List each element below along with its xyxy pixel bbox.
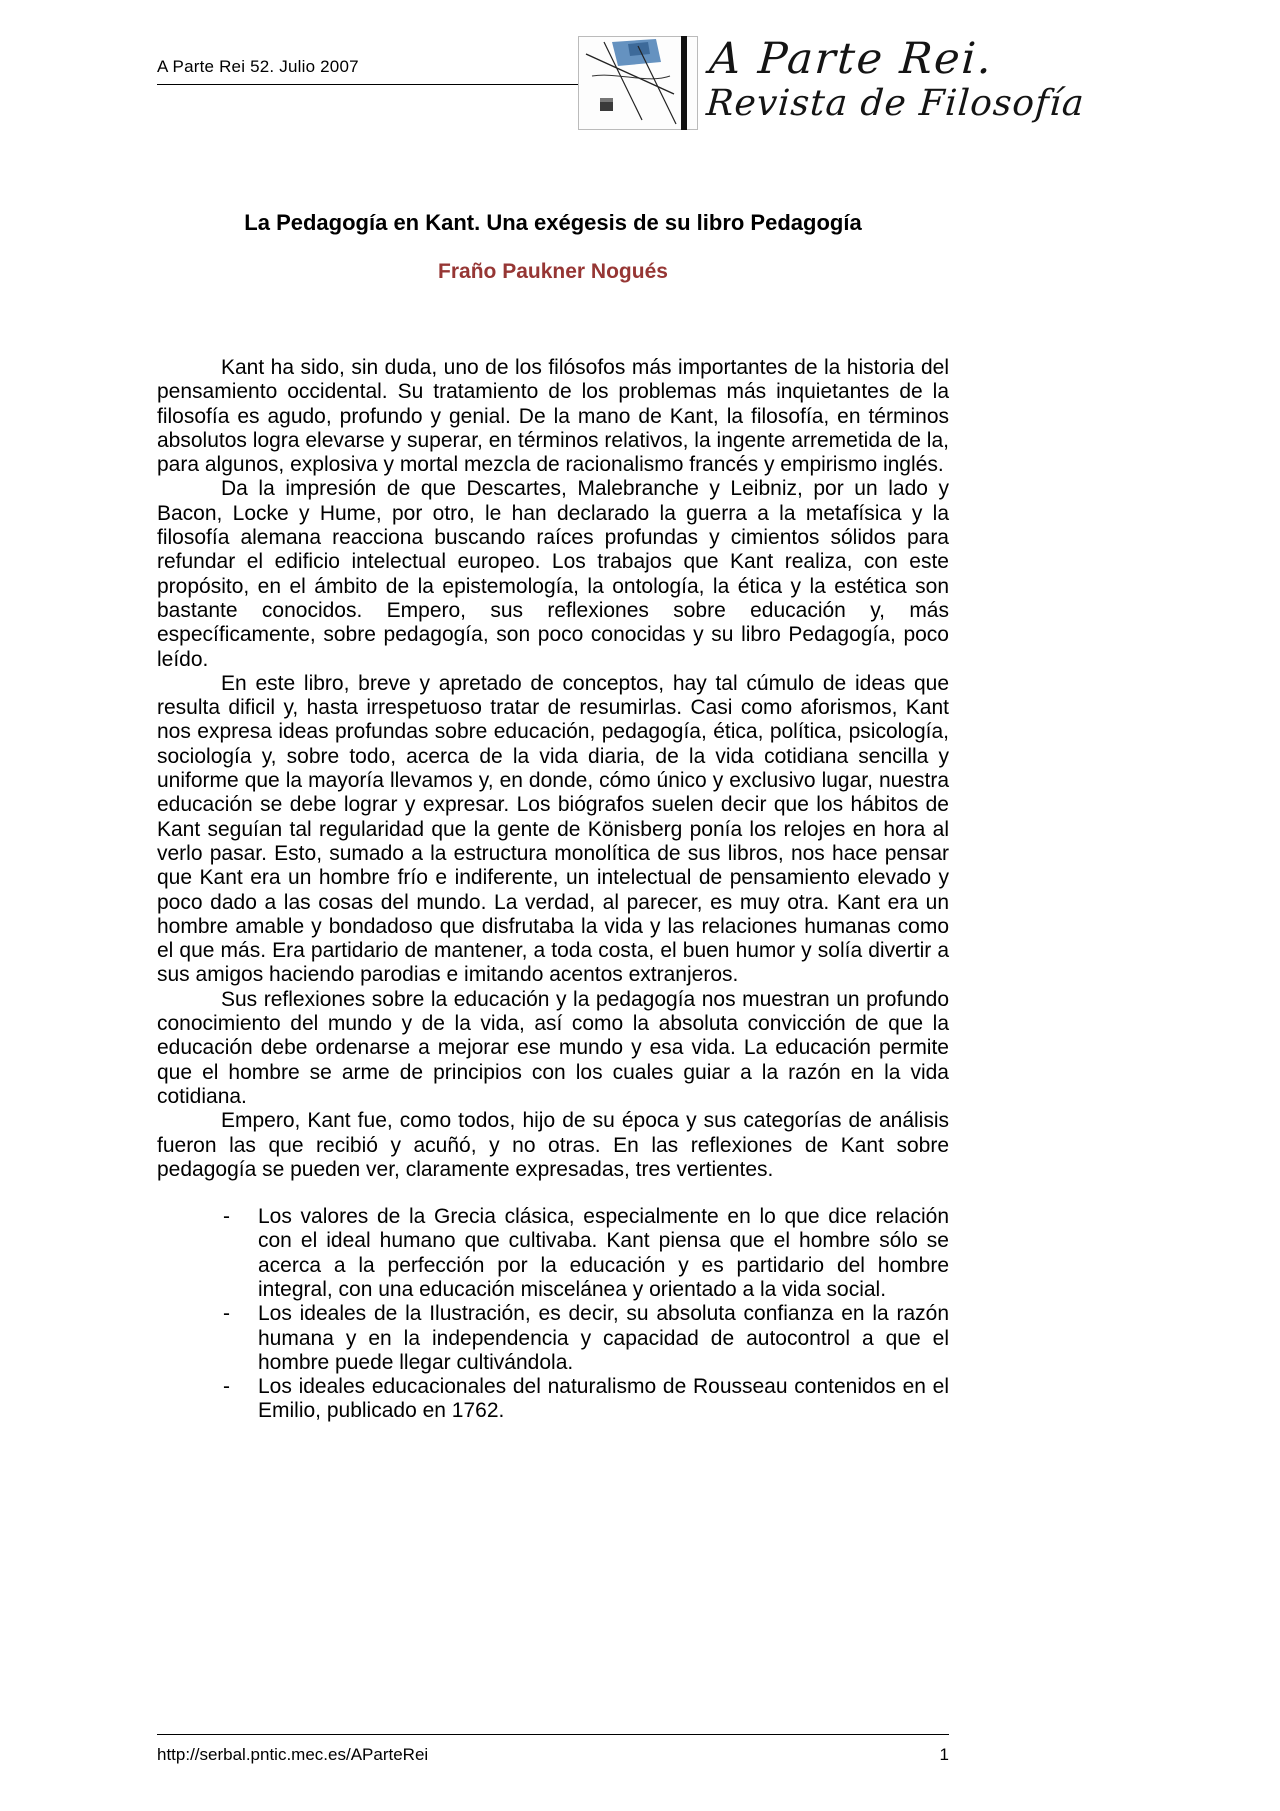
bullet-text: Los valores de la Grecia clásica, especialmente en lo que dice relación con el ideal humano que cultivaba. Kant piensa que el hombre sólo se acerca a la perfección por la educación y es partidario del hombre integral, con una educación miscelánea y orientado a la vida social. xyxy=(258,1205,949,1301)
footer xyxy=(157,1745,949,1765)
abstract-sketch-icon xyxy=(578,36,698,130)
header-issue-text: A Parte Rei 52. Julio 2007 xyxy=(157,57,578,85)
bullet-marker: - xyxy=(223,1205,230,1229)
article-title: La Pedagogía en Kant. Una exégesis de su libro Pedagogía xyxy=(244,210,862,235)
footer-url-link[interactable]: http://serbal.pntic.mec.es/AParteRei xyxy=(157,1745,429,1764)
footer-divider xyxy=(157,1734,949,1735)
bullet-marker: - xyxy=(223,1375,230,1399)
bullet-marker: - xyxy=(223,1302,230,1326)
journal-subtitle: Revista de Filosofía xyxy=(704,83,1086,124)
journal-name: A Parte Rei. xyxy=(707,34,995,84)
bullet-text: Los ideales educacionales del naturalismo de Rousseau contenidos en el Emilio, publicado en 1762. xyxy=(258,1375,949,1423)
paragraph: Da la impresión de que Descartes, Malebranche y Leibniz, por un lado y Bacon, Locke y Hume, por otro, le han declarado la guerra a la metafísica y la filosofía alemana reacciona buscando raíces profundas y cimientos sólidos para refundar el edificio intelectual europeo. Los trabajos que Kant realiza, con este propósito, en el ámbito de la epistemología, la ontología, la ética y la estética son bastante conocidos. Empero, sus reflexiones sobre educación y, más específicamente, sobre pedagogía, son poco conocidas y su libro Pedagogía, poco leído. xyxy=(157,477,949,671)
page-number: 1 xyxy=(939,1745,949,1764)
article-author: Fraño Paukner Nogués xyxy=(438,260,668,283)
journal-logo-text xyxy=(705,36,1089,126)
bullet-item xyxy=(157,1302,949,1375)
article-body xyxy=(157,356,949,1424)
paragraph: Empero, Kant fue, como todos, hijo de su época y sus categorías de análisis fueron las que recibió y acuñó, y no otras. En las reflexiones de Kant sobre pedagogía se pueden ver, claramente expresadas, tres vertientes. xyxy=(157,1109,949,1181)
bullet-text: Los ideales de la Ilustración, es decir, su absoluta confianza en la razón humana y en la independencia y capacidad de autocontrol a que el hombre puede llegar cultivándola. xyxy=(258,1302,949,1374)
paragraph: Kant ha sido, sin duda, uno de los filósofos más importantes de la historia del pensamiento occidental. Su tratamiento de los problemas más inquietantes de la filosofía es agudo, profundo y genial. De la mano de Kant, la filosofía, en términos absolutos logra elevarse y superar, en términos relativos, la ingente arremetida de la, para algunos, explosiva y mortal mezcla de racionalismo francés y empirismo inglés. xyxy=(157,356,949,477)
paragraph: En este libro, breve y apretado de conceptos, hay tal cúmulo de ideas que resulta dificil y, hasta irrespetuoso tratar de resumirlas. Casi como aforismos, Kant nos expresa ideas profundas sobre educación, pedagogía, ética, política, psicología, sociología y, sobre todo, acerca de la vida diaria, de la vida cotidiana sencilla y uniforme que la mayoría llevamos y, en donde, cómo único y exclusivo lugar, nuestra educación se debe lograr y expresar. Los biógrafos suelen decir que los hábitos de Kant seguían tal regularidad que la gente de Könisberg ponía los relojes en hora al verlo pasar. Esto, sumado a la estructura monolítica de sus libros, nos hace pensar que Kant era un hombre frío e indiferente, un intelectual de pensamiento elevado y poco dado a las cosas del mundo. La verdad, al parecer, es muy otra. Kant era un hombre amable y bondadoso que disfrutaba la vida y las relaciones humanas como el que más. Era partidario de mantener, a toda costa, el buen humor y solía divertir a sus amigos haciendo parodias e imitando acentos extranjeros. xyxy=(157,671,949,987)
paragraph: Sus reflexiones sobre la educación y la pedagogía nos muestran un profundo conocimiento del mundo y de la vida, así como la absoluta convicción de que la educación debe ordenarse a mejorar ese mundo y esa vida. La educación permite que el hombre se arme de principios con los cuales guiar a la razón en la vida cotidiana. xyxy=(157,987,949,1108)
bullet-item xyxy=(157,1375,949,1424)
bullet-item xyxy=(157,1205,949,1302)
journal-logo xyxy=(578,36,1086,130)
bullet-list xyxy=(157,1205,949,1424)
